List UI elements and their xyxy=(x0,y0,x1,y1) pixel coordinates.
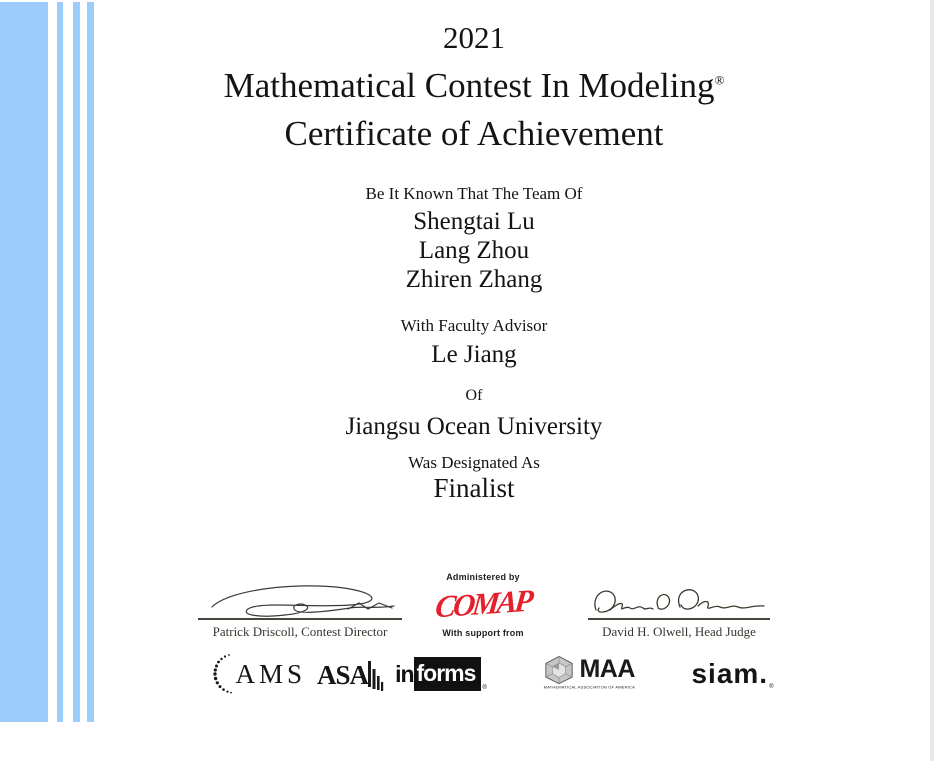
certificate-title xyxy=(14,66,934,106)
informs-registered-mark: ® xyxy=(482,685,487,691)
head-judge-label: David H. Olwell, Head Judge xyxy=(602,624,756,639)
of-label: Of xyxy=(465,387,483,404)
asa-label: ASA xyxy=(317,659,369,690)
maa-polyhedron-icon xyxy=(543,655,575,685)
signature-line xyxy=(198,618,402,620)
informs-in-label: in xyxy=(395,660,414,687)
advisor-name: Le Jiang xyxy=(431,341,517,368)
team-member: Lang Zhou xyxy=(418,237,530,264)
ams-label: AMS xyxy=(235,658,307,689)
contest-director-signature-block xyxy=(198,581,402,640)
advisor-intro: With Faculty Advisor xyxy=(400,316,548,335)
asa-logo xyxy=(317,658,384,691)
team-member: Shengtai Lu xyxy=(413,208,535,235)
asa-bars-icon xyxy=(368,658,384,691)
certificate-subtitle: Certificate of Achievement xyxy=(284,114,664,153)
siam-logo xyxy=(691,658,773,690)
sponsor-logo-row xyxy=(235,649,774,699)
ams-logo xyxy=(213,653,307,695)
contest-director-label: Patrick Driscoll, Contest Director xyxy=(212,624,388,639)
designation-intro: Was Designated As xyxy=(408,453,540,472)
signature-line xyxy=(588,618,770,620)
administered-by-label: Administered by xyxy=(446,572,520,582)
administered-by-block xyxy=(420,572,546,638)
support-from-label: With support from xyxy=(442,628,524,638)
institution-name: Jiangsu Ocean University xyxy=(345,413,603,440)
siam-label: siam. xyxy=(691,658,769,689)
siam-registered-mark: ® xyxy=(769,684,774,690)
registered-trademark-mark: ® xyxy=(714,72,725,88)
maa-caption: MATHEMATICAL ASSOCIATION OF AMERICA xyxy=(543,684,635,689)
team-intro: Be It Known That The Team Of xyxy=(365,184,583,203)
contest-director-signature-icon xyxy=(198,581,402,618)
team-member: Zhiren Zhang xyxy=(405,266,543,293)
certificate-year: 2021 xyxy=(443,20,505,55)
designation-name: Finalist xyxy=(433,473,515,503)
head-judge-signature-icon xyxy=(588,584,770,618)
certificate-title-text: Mathematical Contest In Modeling xyxy=(223,66,715,105)
informs-logo xyxy=(395,657,487,691)
comap-logo: COMAP xyxy=(433,582,533,625)
head-judge-signature-block xyxy=(588,584,770,640)
team-member-list xyxy=(14,207,934,294)
maa-label: MAA xyxy=(579,655,635,683)
ams-arc-icon xyxy=(213,653,233,695)
informs-forms-label: forms xyxy=(414,657,482,691)
maa-logo xyxy=(498,655,681,694)
